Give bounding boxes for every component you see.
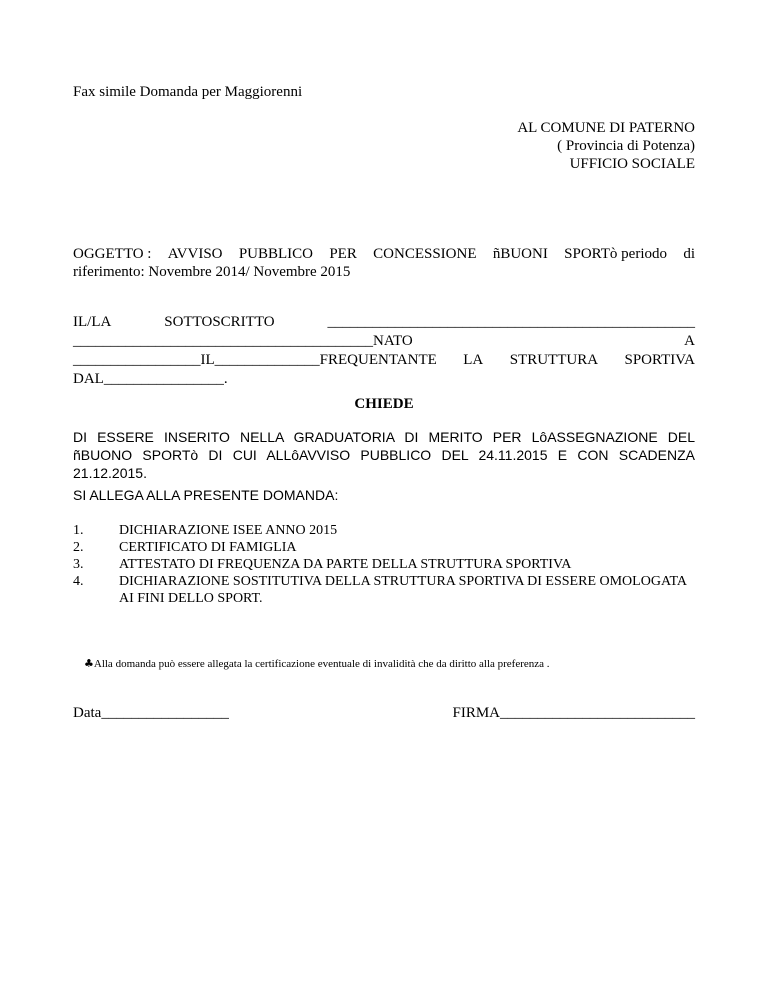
subject-word: PUBBLICO <box>238 246 314 262</box>
date-field-line[interactable]: _________________IL______________FREQUENTANTE <box>73 352 437 368</box>
footnote-text: Alla domanda può essere allegata la certificazione eventuale di invalidità che da diritto alla preferenza . <box>93 658 550 670</box>
document-subtitle: Fax simile Domanda per Maggiorenni <box>73 84 303 100</box>
recipient-line: ( Provincia di Potenza) <box>557 138 695 154</box>
applicant-label: LA <box>463 352 484 368</box>
subject-word: ñBUONI <box>492 246 548 262</box>
applicant-label: A <box>684 333 695 349</box>
recipient-block <box>517 119 695 173</box>
subject-line-2: riferimento: Novembre 2014/ Novembre 2015 <box>73 264 351 280</box>
since-field-line[interactable]: DAL________________. <box>73 371 228 387</box>
list-item <box>73 539 695 556</box>
applicant-row <box>73 313 695 332</box>
list-text: DICHIARAZIONE ISEE ANNO 2015 <box>119 523 338 538</box>
attachments-list <box>73 522 695 607</box>
list-number: 4. <box>73 574 84 589</box>
subject-word: AVVISO <box>167 246 223 262</box>
list-number: 3. <box>73 557 84 572</box>
list-item <box>73 522 695 539</box>
list-number: 2. <box>73 540 84 555</box>
subject-block <box>73 245 695 281</box>
applicant-label: SPORTIVA <box>624 352 695 368</box>
applicant-label: IL/LA <box>73 314 112 330</box>
list-item <box>73 556 695 573</box>
recipient-line: AL COMUNE DI PATERNO <box>517 120 695 136</box>
applicant-block <box>73 313 695 389</box>
subject-word: CONCESSIONE <box>373 246 477 262</box>
list-text: CERTIFICATO DI FAMIGLIA <box>119 540 297 555</box>
recipient-line: UFFICIO SOCIALE <box>569 156 695 172</box>
list-text: ATTESTATO DI FREQUENZA DA PARTE DELLA STRUTTURA SPORTIVA <box>119 557 572 572</box>
request-body: DI ESSERE INSERITO NELLA GRADUATORIA DI MERITO PER LôASSEGNAZIONE DEL ñBUONO SPORTò DI CUI ALLôAVVISO PUBBLICO DEL 24.11.2015 E CON SCADENZA 21.12.2015. <box>73 429 695 481</box>
club-icon: ♣ <box>84 657 94 670</box>
signature-field[interactable]: FIRMA__________________________ <box>452 705 695 721</box>
footnote <box>84 657 550 670</box>
subject-line <box>73 245 695 263</box>
birth-field-line[interactable]: ________________________________________NATO <box>73 333 413 349</box>
list-number: 1. <box>73 523 84 538</box>
list-item <box>73 573 695 607</box>
applicant-label: STRUTTURA <box>509 352 599 368</box>
attachments-heading: SI ALLEGA ALLA PRESENTE DOMANDA: <box>73 487 339 503</box>
date-signature-field[interactable]: Data_________________ <box>73 705 229 721</box>
subject-word: di <box>683 246 695 262</box>
applicant-row <box>73 332 695 351</box>
list-text: DICHIARAZIONE SOSTITUTIVA DELLA STRUTTURA SPORTIVA DI ESSERE OMOLOGATA AI FINI DELLO SPORT. <box>119 574 687 606</box>
subject-word: SPORTò periodo <box>564 246 667 262</box>
request-heading: CHIEDE <box>354 396 414 412</box>
subject-word: PER <box>329 246 357 262</box>
applicant-label: SOTTOSCRITTO <box>164 314 275 330</box>
name-field-line[interactable]: _________________________________________________ <box>327 314 695 330</box>
applicant-row <box>73 351 695 370</box>
subject-label: OGGETTO : <box>73 246 152 262</box>
